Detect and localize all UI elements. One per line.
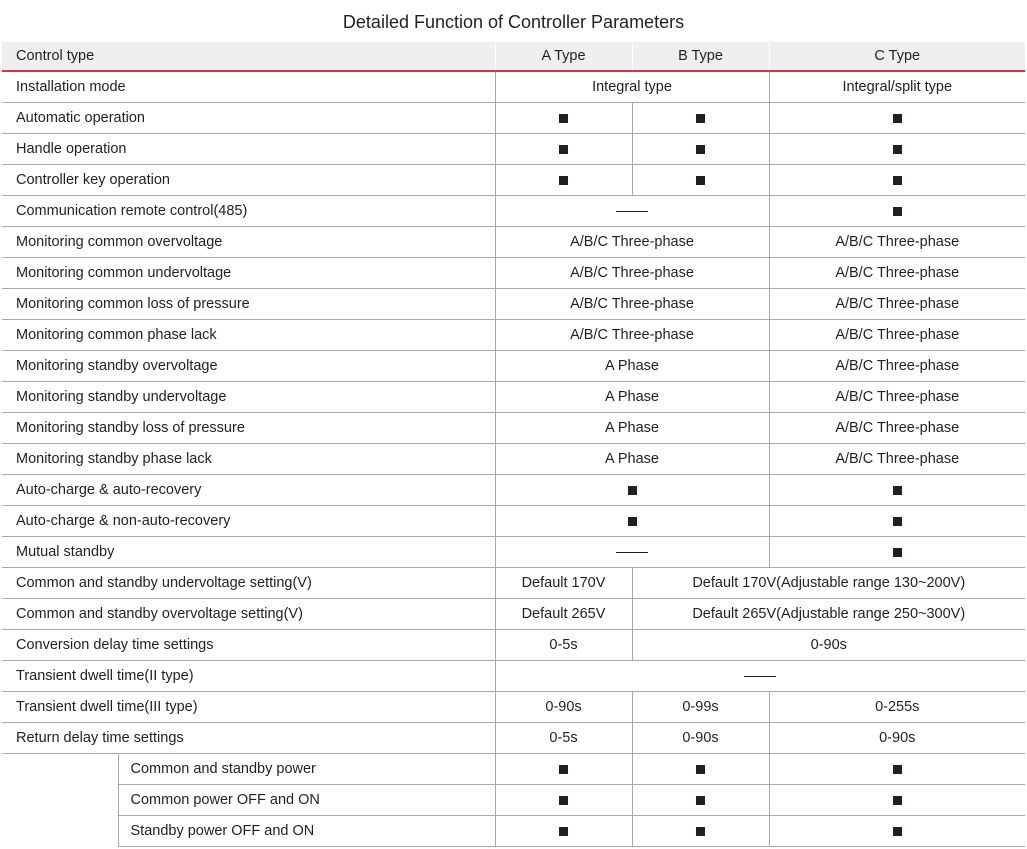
- cell-value: [632, 165, 769, 196]
- row-label: Common and standby overvoltage setting(V): [2, 599, 495, 630]
- table-header-row: [2, 42, 1025, 71]
- cell-value: A/B/C Three-phase: [769, 227, 1025, 258]
- cell-value: [769, 134, 1025, 165]
- filled-square-icon: [696, 114, 705, 123]
- cell-value: Default 265V(Adjustable range 250~300V): [632, 599, 1025, 630]
- cell-value: A Phase: [495, 444, 769, 475]
- cell-value: Integral type: [495, 71, 769, 103]
- cell-value: 0-90s: [632, 723, 769, 754]
- filled-square-icon: [893, 796, 902, 805]
- cell-value: A/B/C Three-phase: [769, 444, 1025, 475]
- cell-value: A/B/C Three-phase: [769, 320, 1025, 351]
- row-label: Auto-charge & non-auto-recovery: [2, 506, 495, 537]
- parameters-table: [2, 42, 1025, 847]
- filled-square-icon: [893, 114, 902, 123]
- cell-value: [632, 754, 769, 785]
- cell-value: [495, 196, 769, 227]
- row-label: Monitoring standby overvoltage: [2, 351, 495, 382]
- cell-value: Default 170V: [495, 568, 632, 599]
- cell-value: [495, 785, 632, 816]
- dash-icon: [616, 552, 648, 553]
- row-label: Monitoring standby loss of pressure: [2, 413, 495, 444]
- row-label: Auto-charge & auto-recovery: [2, 475, 495, 506]
- cell-value: A/B/C Three-phase: [769, 289, 1025, 320]
- row-label: Transient dwell time(II type): [2, 661, 495, 692]
- indent-spacer: [2, 754, 118, 785]
- cell-value: A Phase: [495, 382, 769, 413]
- filled-square-icon: [893, 517, 902, 526]
- table-row: [2, 475, 1025, 506]
- indent-spacer: [2, 785, 118, 816]
- table-row: [2, 444, 1025, 475]
- table-row: [2, 692, 1025, 723]
- filled-square-icon: [696, 176, 705, 185]
- cell-value: A/B/C Three-phase: [495, 320, 769, 351]
- cell-value: 0-90s: [495, 692, 632, 723]
- filled-square-icon: [559, 827, 568, 836]
- filled-square-icon: [559, 796, 568, 805]
- filled-square-icon: [696, 145, 705, 154]
- row-label: Transient dwell time(III type): [2, 692, 495, 723]
- cell-value: A Phase: [495, 351, 769, 382]
- filled-square-icon: [893, 207, 902, 216]
- row-label: Monitoring standby undervoltage: [2, 382, 495, 413]
- cell-value: [769, 103, 1025, 134]
- cell-value: [632, 103, 769, 134]
- cell-value: 0-5s: [495, 630, 632, 661]
- cell-value: [495, 661, 1025, 692]
- cell-value: [495, 754, 632, 785]
- cell-value: [495, 165, 632, 196]
- cell-value: A/B/C Three-phase: [769, 413, 1025, 444]
- table-row: [2, 630, 1025, 661]
- cell-value: A/B/C Three-phase: [495, 258, 769, 289]
- filled-square-icon: [696, 827, 705, 836]
- row-label: Monitoring common overvoltage: [2, 227, 495, 258]
- cell-value: Default 265V: [495, 599, 632, 630]
- cell-value: [495, 103, 632, 134]
- row-label: Monitoring common loss of pressure: [2, 289, 495, 320]
- table-row: [2, 196, 1025, 227]
- cell-value: A/B/C Three-phase: [769, 382, 1025, 413]
- table-row: [2, 661, 1025, 692]
- cell-value: [769, 475, 1025, 506]
- cell-value: 0-90s: [632, 630, 1025, 661]
- filled-square-icon: [893, 765, 902, 774]
- table-row: [2, 289, 1025, 320]
- row-label: Installation mode: [2, 71, 495, 103]
- row-label: Mutual standby: [2, 537, 495, 568]
- filled-square-icon: [893, 145, 902, 154]
- cell-value: [769, 754, 1025, 785]
- filled-square-icon: [559, 114, 568, 123]
- table-row: [2, 134, 1025, 165]
- table-row: [2, 816, 1025, 847]
- header-a-type: A Type: [495, 42, 632, 71]
- table-row: [2, 754, 1025, 785]
- cell-value: A/B/C Three-phase: [495, 289, 769, 320]
- table-row: [2, 320, 1025, 351]
- table-row: [2, 227, 1025, 258]
- header-b-type: B Type: [632, 42, 769, 71]
- filled-square-icon: [696, 796, 705, 805]
- cell-value: [632, 816, 769, 847]
- filled-square-icon: [559, 765, 568, 774]
- table-row: [2, 413, 1025, 444]
- row-label: Controller key operation: [2, 165, 495, 196]
- row-label: Monitoring common phase lack: [2, 320, 495, 351]
- row-label: Return delay time settings: [2, 723, 495, 754]
- cell-value: [769, 196, 1025, 227]
- table-row: [2, 568, 1025, 599]
- row-label: Common and standby undervoltage setting(V): [2, 568, 495, 599]
- cell-value: [769, 165, 1025, 196]
- cell-value: [769, 506, 1025, 537]
- cell-value: [495, 134, 632, 165]
- table-row: [2, 723, 1025, 754]
- cell-value: [632, 785, 769, 816]
- filled-square-icon: [628, 517, 637, 526]
- table-row: [2, 506, 1025, 537]
- table-row: [2, 599, 1025, 630]
- filled-square-icon: [696, 765, 705, 774]
- cell-value: [769, 785, 1025, 816]
- table-row: [2, 258, 1025, 289]
- cell-value: [769, 537, 1025, 568]
- row-label: Automatic operation: [2, 103, 495, 134]
- cell-value: 0-99s: [632, 692, 769, 723]
- row-label: Conversion delay time settings: [2, 630, 495, 661]
- table-row: [2, 71, 1025, 103]
- cell-value: A/B/C Three-phase: [769, 258, 1025, 289]
- table-row: [2, 382, 1025, 413]
- cell-value: A/B/C Three-phase: [495, 227, 769, 258]
- cell-value: Default 170V(Adjustable range 130~200V): [632, 568, 1025, 599]
- row-label: Handle operation: [2, 134, 495, 165]
- filled-square-icon: [559, 176, 568, 185]
- filled-square-icon: [559, 145, 568, 154]
- filled-square-icon: [628, 486, 637, 495]
- cell-value: 0-90s: [769, 723, 1025, 754]
- cell-value: [632, 134, 769, 165]
- filled-square-icon: [893, 827, 902, 836]
- table-row: [2, 537, 1025, 568]
- cell-value: [495, 506, 769, 537]
- indent-spacer: [2, 816, 118, 847]
- table-row: [2, 351, 1025, 382]
- dash-icon: [616, 211, 648, 212]
- page-title: Detailed Function of Controller Parameters: [342, 12, 685, 32]
- row-label: Standby power OFF and ON: [118, 816, 495, 847]
- table-row: [2, 785, 1025, 816]
- table-row: [2, 165, 1025, 196]
- row-label: Monitoring standby phase lack: [2, 444, 495, 475]
- header-c-type: C Type: [769, 42, 1025, 71]
- cell-value: Integral/split type: [769, 71, 1025, 103]
- row-label: Common and standby power: [118, 754, 495, 785]
- cell-value: 0-255s: [769, 692, 1025, 723]
- cell-value: A/B/C Three-phase: [769, 351, 1025, 382]
- cell-value: [495, 537, 769, 568]
- cell-value: [495, 475, 769, 506]
- row-label: Monitoring common undervoltage: [2, 258, 495, 289]
- filled-square-icon: [893, 176, 902, 185]
- filled-square-icon: [893, 486, 902, 495]
- header-control-type: Control type: [2, 42, 495, 71]
- table-row: [2, 103, 1025, 134]
- cell-value: [495, 816, 632, 847]
- dash-icon: [744, 676, 776, 677]
- cell-value: A Phase: [495, 413, 769, 444]
- cell-value: 0-5s: [495, 723, 632, 754]
- cell-value: [769, 816, 1025, 847]
- filled-square-icon: [893, 548, 902, 557]
- row-label: Communication remote control(485): [2, 196, 495, 227]
- row-label: Common power OFF and ON: [118, 785, 495, 816]
